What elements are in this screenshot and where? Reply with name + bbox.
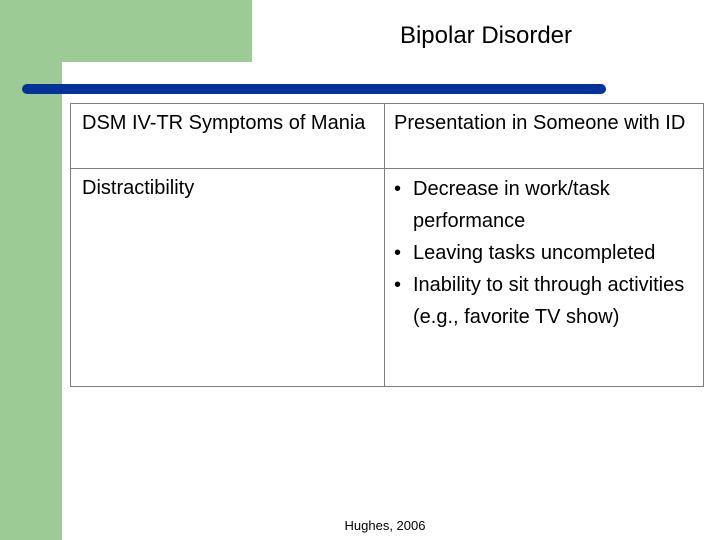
table-cell-presentation	[394, 173, 700, 333]
list-item	[394, 237, 700, 269]
decorative-green-block	[0, 0, 252, 62]
bullet-icon: •	[394, 274, 402, 296]
list-item-text: Decrease in work/task performance	[413, 178, 610, 232]
slide-title: Bipolar Disorder	[399, 22, 573, 49]
presentation-list	[394, 173, 700, 333]
table-cell-symptom: Distractibility	[82, 177, 195, 199]
decorative-green-strip	[0, 62, 62, 540]
citation-footer: Hughes, 2006	[344, 518, 426, 533]
bullet-icon: •	[394, 242, 402, 264]
symptom-table	[70, 103, 704, 387]
column-divider	[384, 104, 385, 386]
title-underline-rule	[22, 84, 606, 94]
list-item	[394, 269, 700, 333]
list-item-text: Leaving tasks uncompleted	[413, 242, 656, 264]
table-header-presentation: Presentation in Someone with ID	[394, 112, 686, 134]
table-header-symptoms: DSM IV-TR Symptoms of Mania	[82, 112, 366, 134]
list-item-text: Inability to sit through activities (e.g., favorite TV show)	[413, 274, 685, 328]
bullet-icon: •	[394, 178, 402, 200]
list-item	[394, 173, 700, 237]
